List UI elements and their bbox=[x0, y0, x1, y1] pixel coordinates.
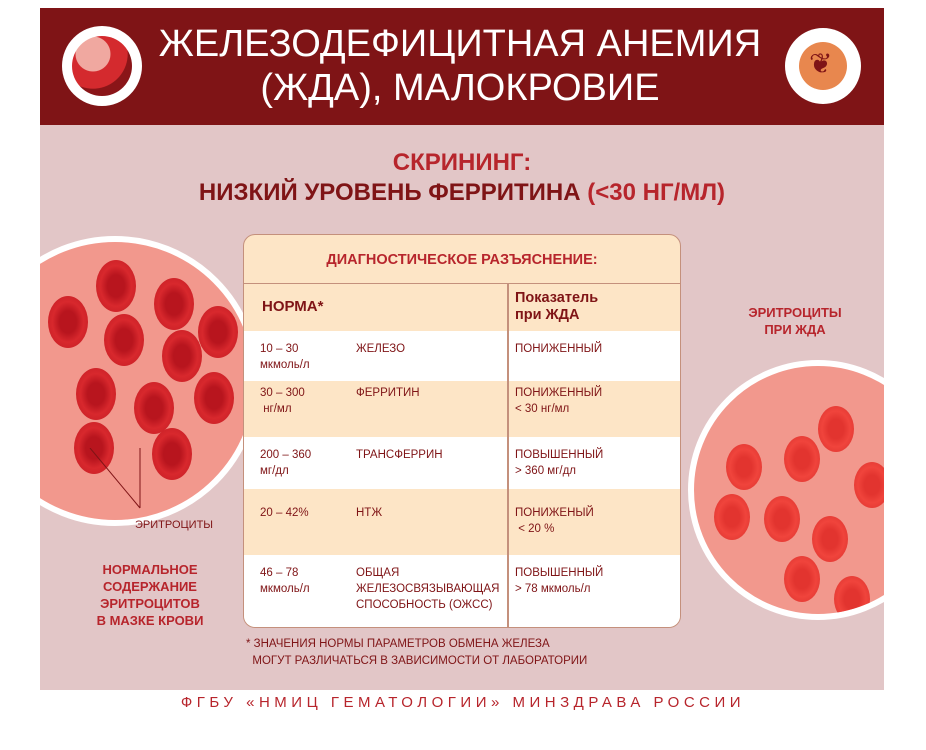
title-line-2: (ЖДА), МАЛОКРОВИЕ bbox=[260, 67, 660, 109]
table-row bbox=[244, 489, 680, 555]
cell-line: 10 – 30 bbox=[260, 343, 299, 355]
footnote-line: * ЗНАЧЕНИЯ НОРМЫ ПАРАМЕТРОВ ОБМЕНА ЖЕЛЕЗА bbox=[246, 638, 550, 650]
diagnostic-table bbox=[243, 234, 681, 628]
title-line-1: ЖЕЛЕЗОДЕФИЦИТНАЯ АНЕМИЯ bbox=[158, 23, 762, 65]
screening-text: НИЗКИЙ УРОВЕНЬ ФЕРРИТИНА bbox=[198, 179, 581, 206]
ida-cell bbox=[515, 565, 675, 597]
footnote-line: МОГУТ РАЗЛИЧАТЬСЯ В ЗАВИСИМОСТИ ОТ ЛАБОРАТОРИИ bbox=[246, 655, 588, 667]
header-banner bbox=[40, 8, 884, 125]
footnote bbox=[246, 636, 587, 670]
norm-cell bbox=[260, 447, 350, 479]
caption-line: В МАЗКЕ КРОВИ bbox=[96, 613, 204, 628]
ida-cell bbox=[515, 505, 675, 537]
screening-criterion bbox=[40, 178, 884, 208]
cell-line: СПОСОБНОСТЬ (ОЖСС) bbox=[356, 599, 493, 611]
caption-line: ЭРИТРОЦИТЫ bbox=[748, 305, 842, 320]
param-cell bbox=[356, 385, 506, 401]
caption-line: ЭРИТРОЦИТОВ bbox=[100, 596, 200, 611]
ida-smear-caption bbox=[730, 304, 860, 338]
hematology-center-logo bbox=[62, 26, 142, 106]
cell-line: 200 – 360 bbox=[260, 449, 312, 461]
cell-line: ПОНИЖЕННЫЙ bbox=[515, 343, 603, 355]
caption-line: НОРМАЛЬНОЕ bbox=[102, 562, 198, 577]
table-row bbox=[244, 437, 680, 489]
cell-line: мг/дл bbox=[260, 465, 289, 477]
ida-cell bbox=[515, 385, 675, 417]
param-cell bbox=[356, 505, 506, 521]
normal-smear-caption bbox=[80, 561, 220, 629]
norm-cell bbox=[260, 385, 350, 417]
cell-line: нг/мл bbox=[260, 403, 292, 415]
cell-line: мкмоль/л bbox=[260, 583, 310, 595]
cell-line: ПОНИЖЕННЫЙ bbox=[515, 387, 603, 399]
column-header-ida bbox=[515, 290, 598, 324]
cell-line: 30 – 300 bbox=[260, 387, 305, 399]
cell-line: < 30 нг/мл bbox=[515, 403, 570, 415]
erythrocytes-label: ЭРИТРОЦИТЫ bbox=[135, 519, 214, 531]
cell-line: ТРАНСФЕРРИН bbox=[356, 449, 443, 461]
column-header-norm: НОРМА* bbox=[262, 298, 324, 315]
table-row bbox=[244, 555, 680, 627]
table-row bbox=[244, 381, 680, 437]
cell-line: ЖЕЛЕЗОСВЯЗЫВАЮЩАЯ bbox=[356, 583, 500, 595]
cell-line: ПОВЫШЕННЫЙ bbox=[515, 567, 604, 579]
caption-line: ПРИ ЖДА bbox=[764, 322, 826, 337]
page-title bbox=[140, 22, 780, 110]
column-divider bbox=[507, 283, 509, 627]
leaf-icon: ❦ bbox=[809, 48, 833, 79]
cell-line: ЖЕЛЕЗО bbox=[356, 343, 406, 355]
norm-cell bbox=[260, 565, 350, 597]
caption-line: СОДЕРЖАНИЕ bbox=[103, 579, 197, 594]
ida-cell bbox=[515, 447, 675, 479]
cell-line: 46 – 78 bbox=[260, 567, 299, 579]
cell-line: ОБЩАЯ bbox=[356, 567, 400, 579]
cell-line: < 20 % bbox=[515, 523, 555, 535]
cell-line: ПОНИЖЕНЫЙ bbox=[515, 507, 594, 519]
erythrocyte-pointer-lines bbox=[80, 448, 160, 518]
param-cell bbox=[356, 447, 506, 463]
norm-cell bbox=[260, 341, 350, 373]
ida-blood-smear-image bbox=[688, 360, 884, 620]
norm-cell bbox=[260, 505, 350, 521]
cell-line: ФЕРРИТИН bbox=[356, 387, 420, 399]
table-title: ДИАГНОСТИЧЕСКОЕ РАЗЪЯСНЕНИЕ: bbox=[326, 252, 598, 268]
table-header-row bbox=[244, 283, 680, 332]
param-cell bbox=[356, 565, 506, 613]
ida-cell bbox=[515, 341, 675, 357]
cell-line: 20 – 42% bbox=[260, 507, 309, 519]
cell-line: НТЖ bbox=[356, 507, 383, 519]
screening-threshold: (<30 НГ/МЛ) bbox=[587, 179, 726, 206]
footer-organization: ФГБУ «НМИЦ ГЕМАТОЛОГИИ» МИНЗДРАВА РОССИИ bbox=[180, 694, 746, 711]
cell-line: > 78 мкмоль/л bbox=[515, 583, 591, 595]
param-cell bbox=[356, 341, 506, 357]
screening-heading bbox=[40, 148, 884, 208]
cell-line: > 360 мг/дл bbox=[515, 465, 577, 477]
cell-line: ПОВЫШЕННЫЙ bbox=[515, 449, 604, 461]
header-line: при ЖДА bbox=[515, 307, 580, 323]
infographic bbox=[40, 8, 884, 690]
header-line: Показатель bbox=[515, 290, 599, 306]
cell-line: мкмоль/л bbox=[260, 359, 310, 371]
table-row bbox=[244, 331, 680, 381]
hematology-society-logo bbox=[785, 28, 861, 104]
screening-label: СКРИНИНГ: bbox=[392, 149, 532, 176]
